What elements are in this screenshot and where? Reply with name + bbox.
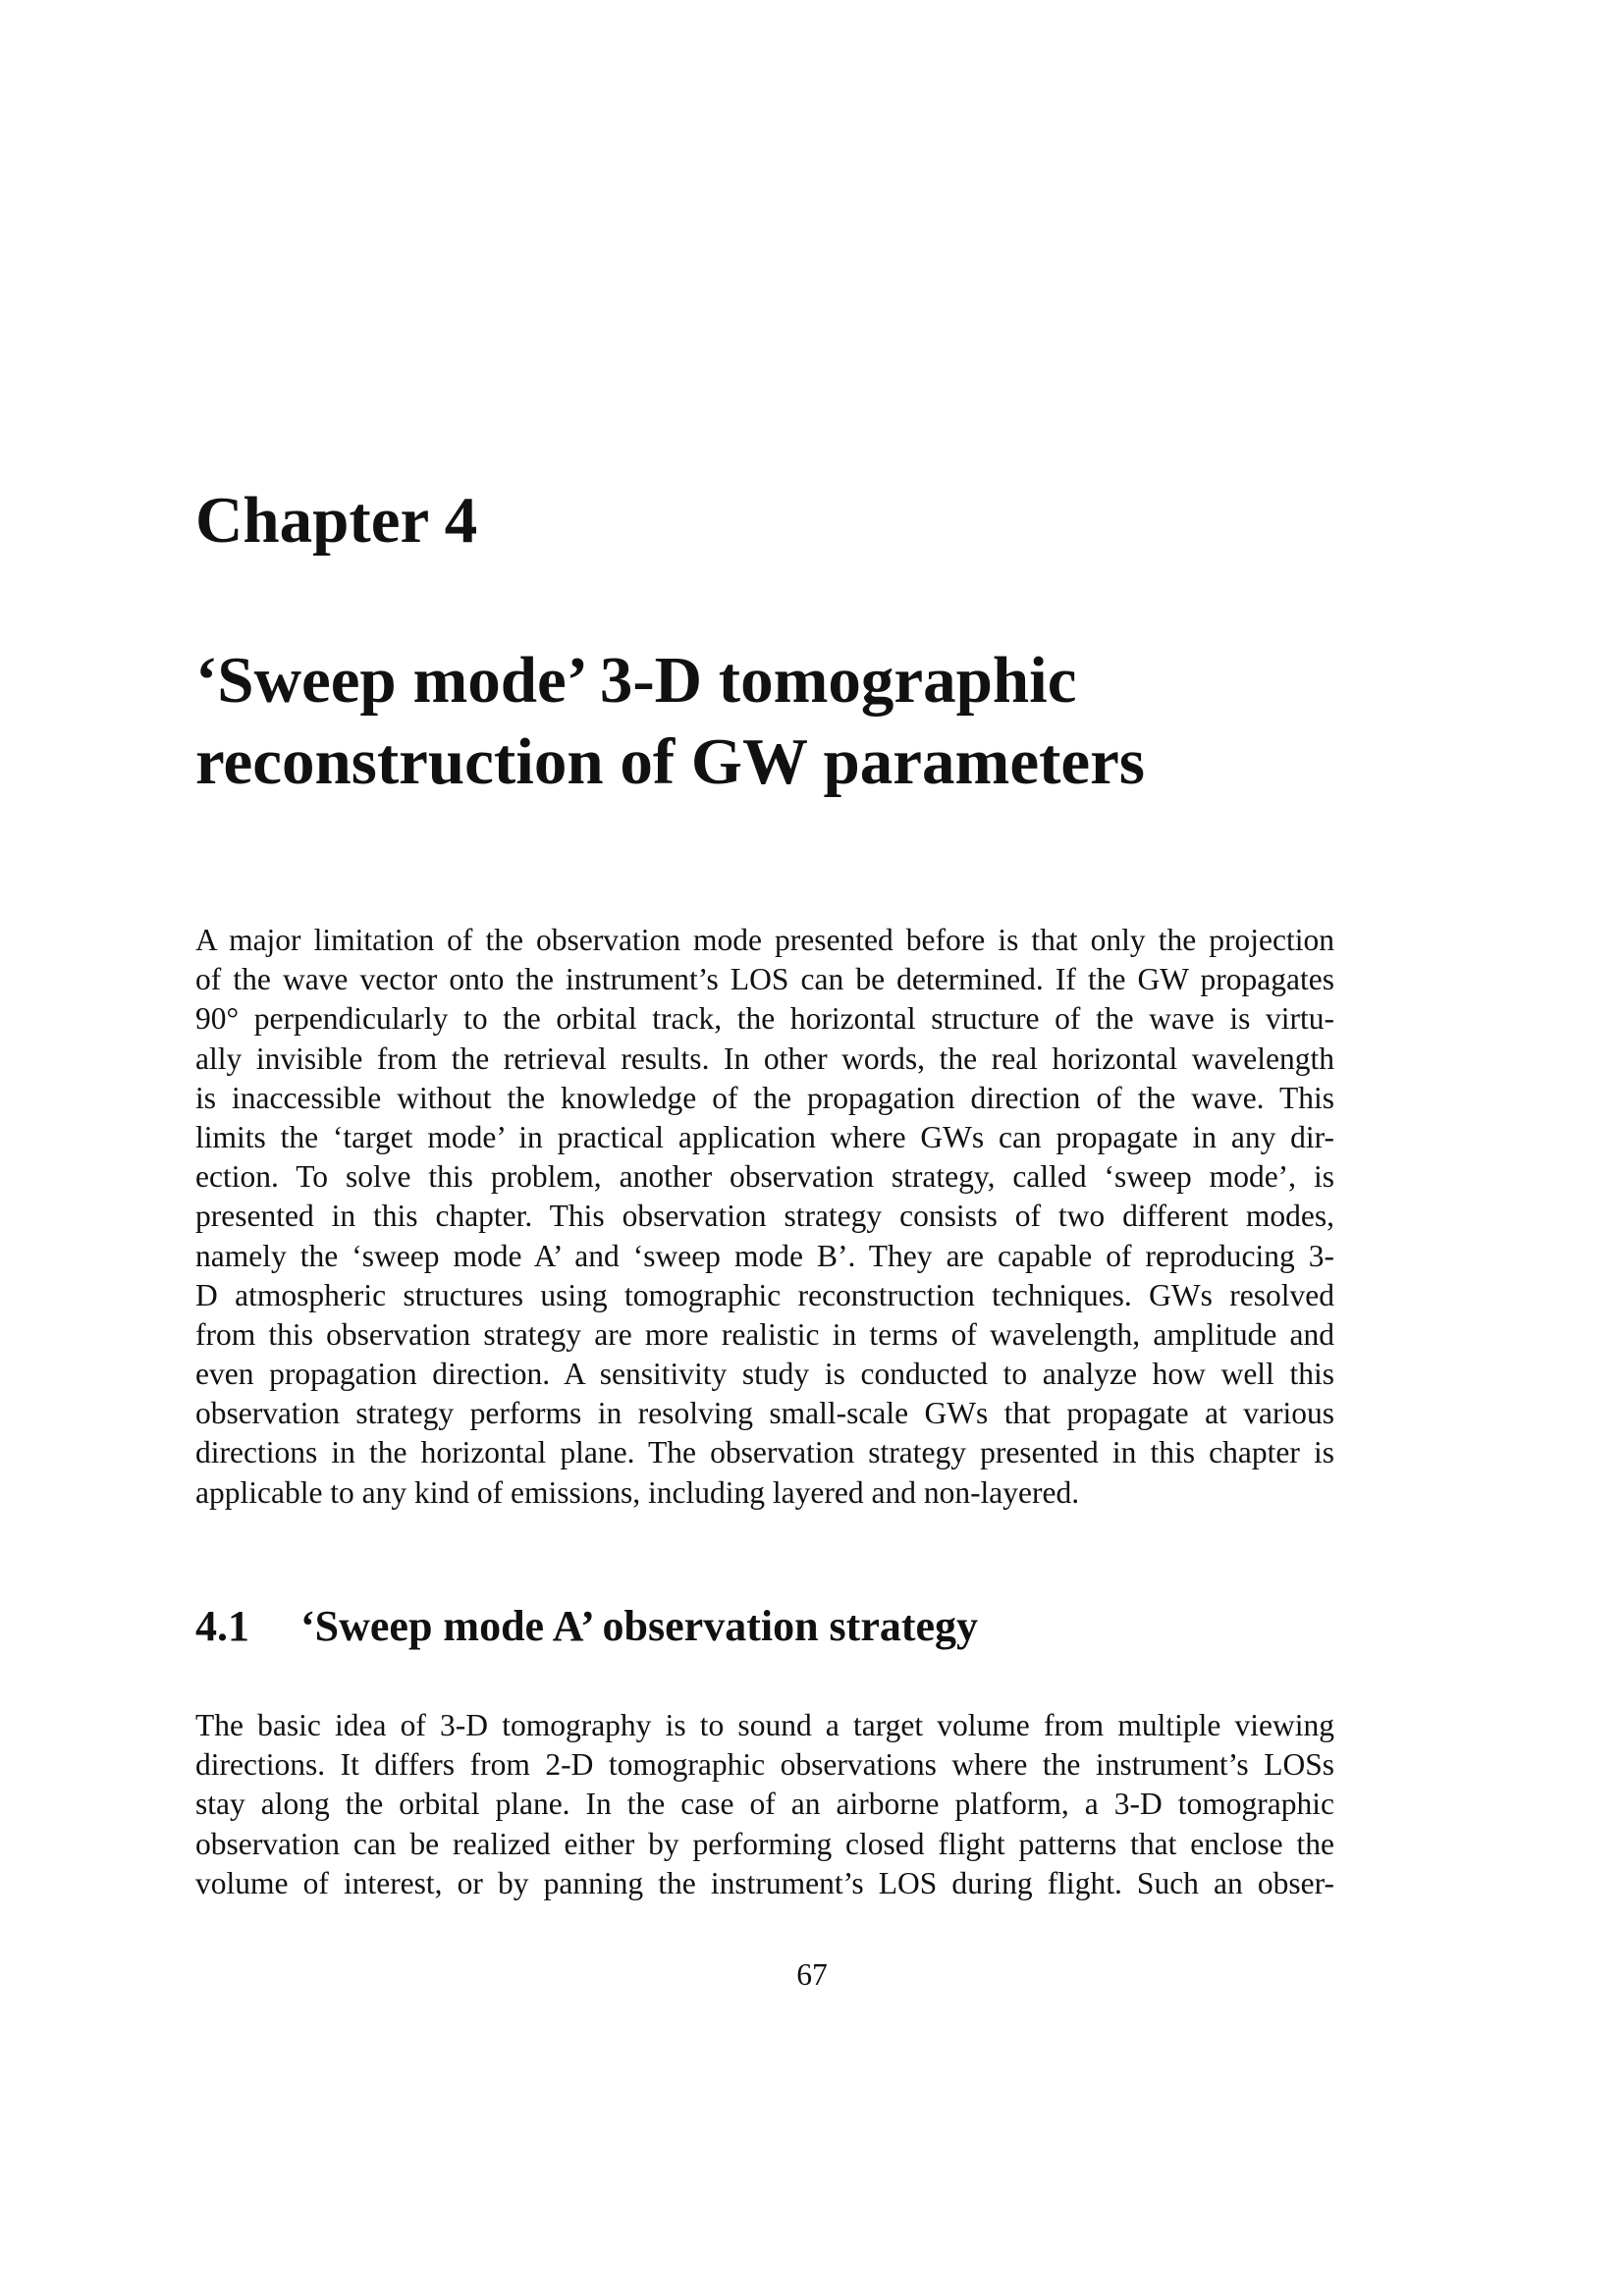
section-paragraph bbox=[195, 1706, 1334, 1903]
paragraph-line: stay along the orbital plane. In the case of an airborne platform, a 3-D tomographic bbox=[195, 1787, 1334, 1822]
paragraph-line: A major limitation of the observation mode presented before is that only the projection bbox=[195, 923, 1334, 957]
paragraph-line: directions in the horizontal plane. The observation strategy presented in this chapter is bbox=[195, 1435, 1334, 1470]
chapter-title bbox=[195, 640, 1433, 803]
paragraph-line: even propagation direction. A sensitivity study is conducted to analyze how well this bbox=[195, 1357, 1334, 1392]
paragraph-line: applicable to any kind of emissions, including layered and non-layered. bbox=[195, 1474, 1080, 1510]
chapter-title-line: ‘Sweep mode’ 3-D tomographic bbox=[195, 644, 1077, 717]
paragraph-line: observation strategy performs in resolving small-scale GWs that propagate at various bbox=[195, 1396, 1334, 1431]
paragraph-line: directions. It differs from 2-D tomographic observations where the instrument’s LOSs bbox=[195, 1747, 1334, 1783]
chapter-title-line: reconstruction of GW parameters bbox=[195, 725, 1145, 798]
paragraph-line: D atmospheric structures using tomographic reconstruction techniques. GWs resolved bbox=[195, 1277, 1334, 1312]
paragraph-line: ection. To solve this problem, another observation strategy, called ‘sweep mode’, is bbox=[195, 1159, 1334, 1195]
paragraph-line: presented in this chapter. This observation strategy consists of two different modes, bbox=[195, 1199, 1334, 1234]
intro-paragraph bbox=[195, 921, 1334, 1513]
page-number: 67 bbox=[796, 1957, 828, 1992]
paragraph-line: from this observation strategy are more realistic in terms of wavelength, amplitude and bbox=[195, 1316, 1334, 1352]
paragraph-line: is inaccessible without the knowledge of the propagation direction of the wave. This bbox=[195, 1080, 1334, 1115]
paragraph-line: namely the ‘sweep mode A’ and ‘sweep mode B’. They are capable of reproducing 3- bbox=[195, 1238, 1334, 1273]
paragraph-line: limits the ‘target mode’ in practical application where GWs can propagate in any dir- bbox=[195, 1119, 1334, 1154]
paragraph-line: observation can be realized either by performing closed flight patterns that enclose the bbox=[195, 1826, 1334, 1861]
chapter-label: Chapter 4 bbox=[195, 484, 478, 557]
section-heading bbox=[195, 1601, 978, 1653]
paragraph-line: volume of interest, or by panning the instrument’s LOS during flight. Such an obser- bbox=[195, 1865, 1334, 1900]
paragraph-line: ally invisible from the retrieval results. In other words, the real horizontal wavelength bbox=[195, 1041, 1334, 1076]
section-title: ‘Sweep mode A’ observation strategy bbox=[300, 1602, 979, 1650]
paragraph-line: 90° perpendicularly to the orbital track, the horizontal structure of the wave is virtu- bbox=[195, 1001, 1334, 1037]
paragraph-line: The basic idea of 3-D tomography is to sound a target volume from multiple viewing bbox=[195, 1708, 1334, 1742]
paragraph-line: of the wave vector onto the instrument’s LOS can be determined. If the GW propagates bbox=[195, 962, 1334, 997]
section-number: 4.1 bbox=[195, 1602, 249, 1650]
